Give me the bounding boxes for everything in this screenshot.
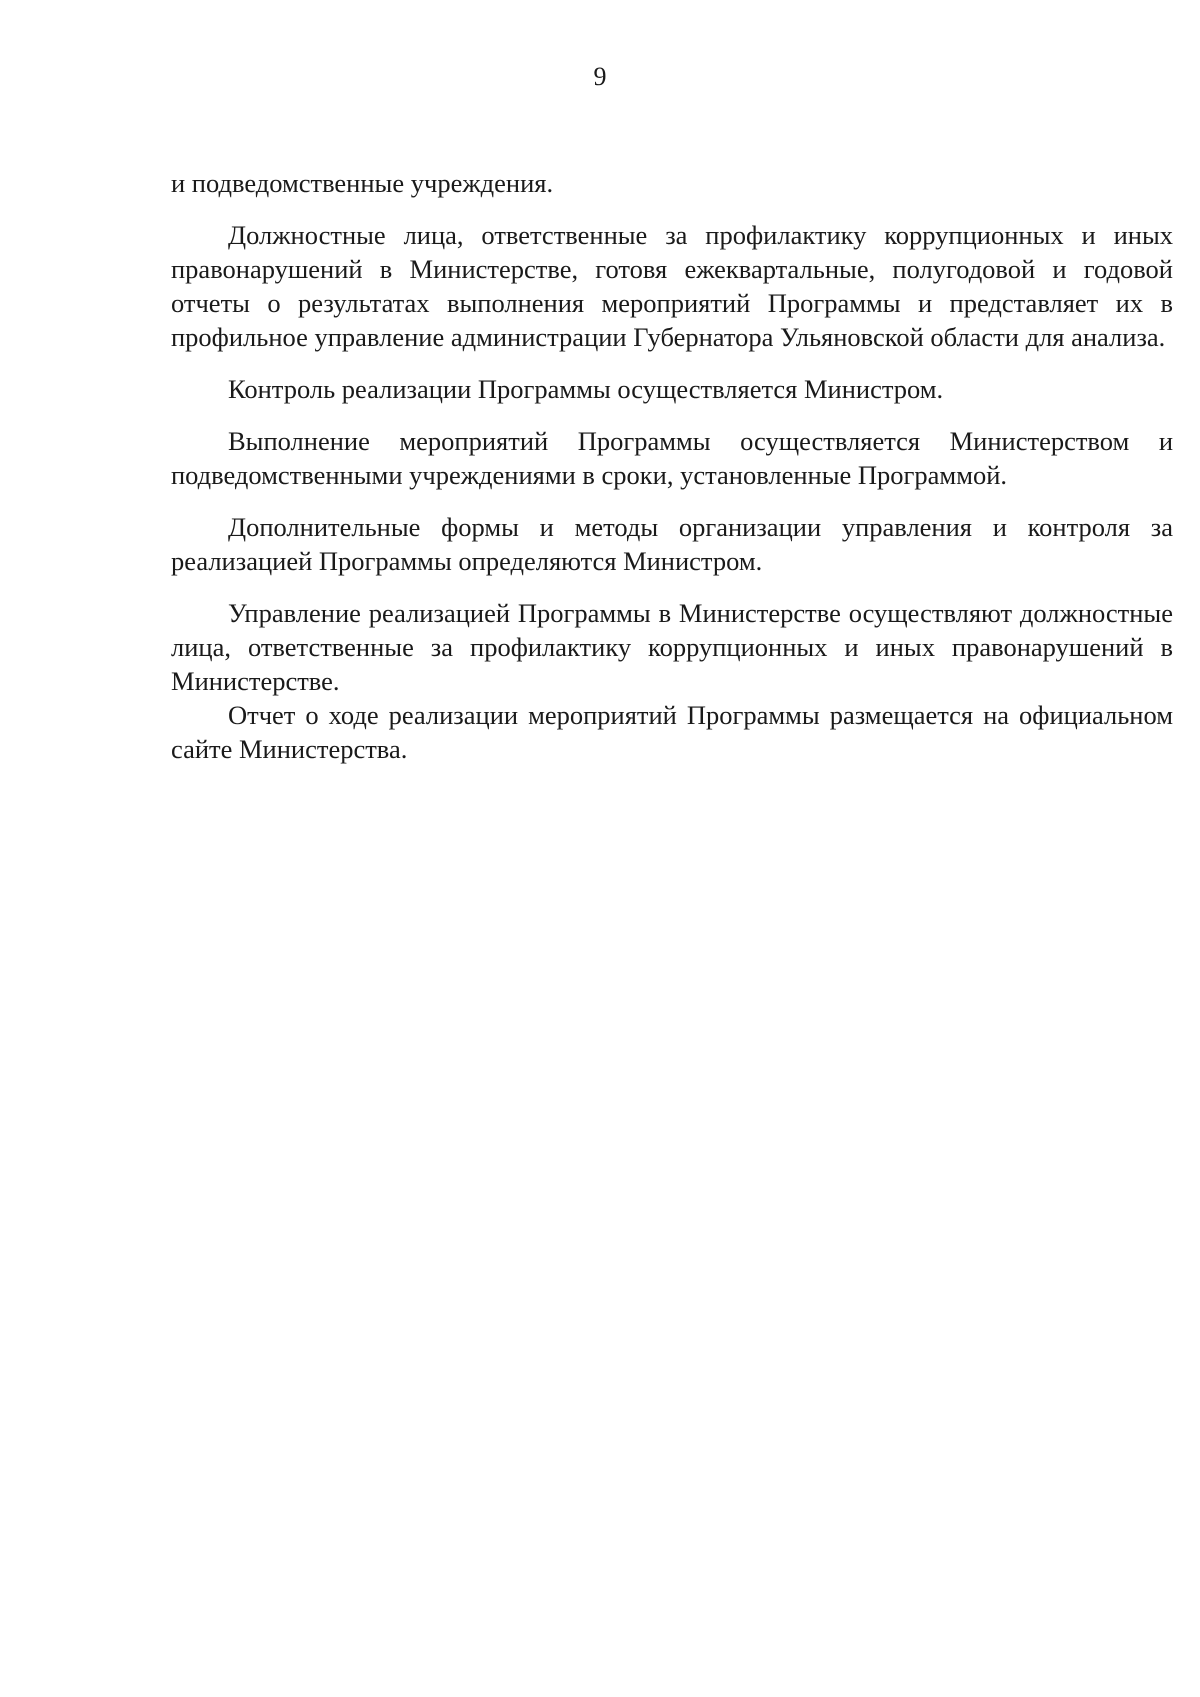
paragraph-execution: Выполнение мероприятий Программы осуществляется Министерством и подведомственными учреждениями в сроки, установленные Программой.	[171, 426, 1173, 490]
page-number: 9	[593, 62, 607, 91]
paragraph-report-publication: Отчет о ходе реализации мероприятий Программы размещается на официальном сайте Министерства.	[171, 700, 1173, 764]
paragraph-officials-reports: Должностные лица, ответственные за профилактику коррупционных и иных правонарушений в Министерстве, готовя ежеквартальные, полугодовой и годовой отчеты о результатах выполнения мероприятий Программы и представляет их в профильное управление администрации Губернатора Ульяновской области для анализа.	[171, 220, 1173, 352]
document-body	[171, 166, 1173, 766]
paragraph-control: Контроль реализации Программы осуществляется Министром.	[228, 374, 944, 404]
paragraph-additional-methods: Дополнительные формы и методы организации управления и контроля за реализацией Программы определяются Министром.	[171, 512, 1173, 576]
paragraph-management: Управление реализацией Программы в Министерстве осуществляют должностные лица, ответственные за профилактику коррупционных и иных правонарушений в Министерстве.	[171, 598, 1173, 696]
paragraph-continuation: и подведомственные учреждения.	[171, 168, 554, 198]
